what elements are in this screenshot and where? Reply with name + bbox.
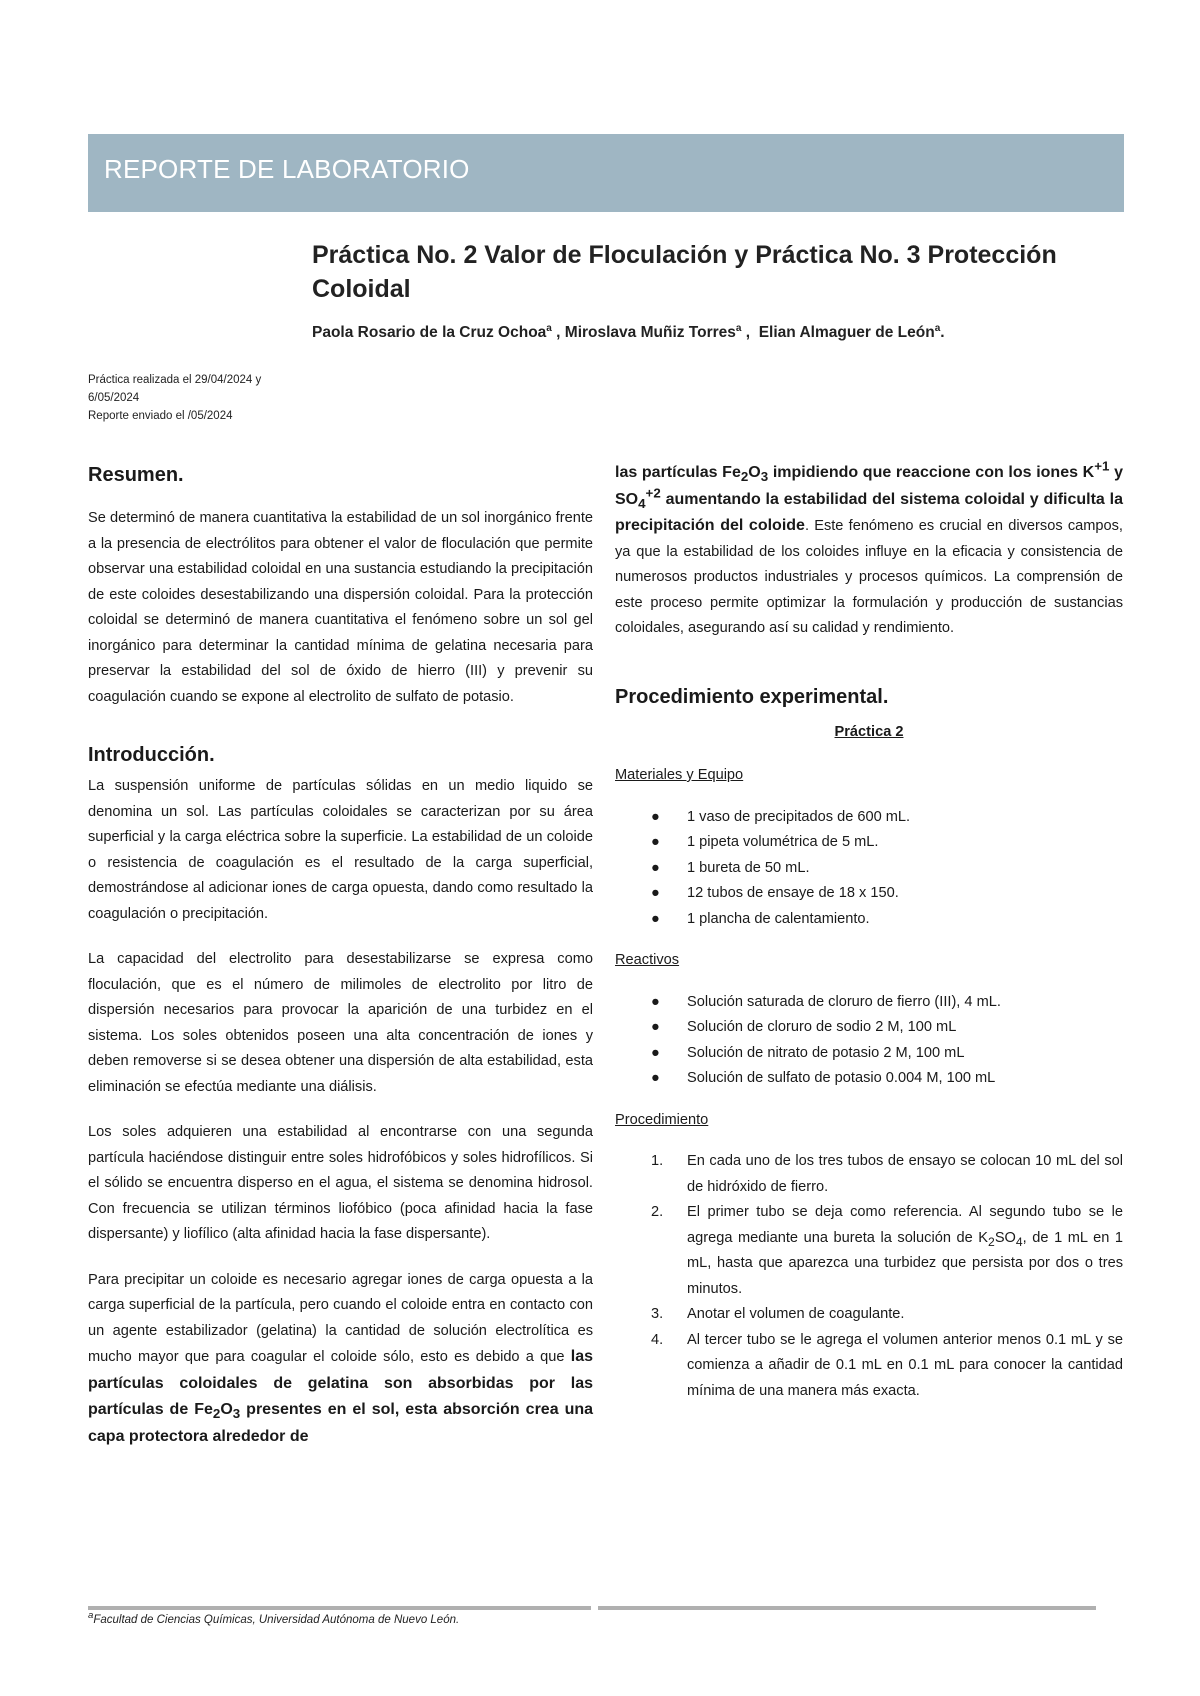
intro-paragraph-4 <box>88 1268 593 1451</box>
author-3: Elian Almaguer de León <box>758 324 935 341</box>
cont-bold-d: aumentando la estabilidad del sistema coloidal y dificulta la precipitación del coloide <box>615 490 1124 534</box>
chem-subscript: 2 <box>740 469 749 485</box>
step-text: SO <box>994 1229 1016 1246</box>
affiliation-mark: a <box>735 322 742 334</box>
chem-subscript: 2 <box>988 1234 995 1249</box>
footer-divider <box>88 1606 591 1610</box>
cont-bold-c: y SO <box>615 464 1123 508</box>
list-item <box>615 881 1123 907</box>
step-text: El primer tubo se deja como referencia. Al segundo tubo se le agrega mediante una bureta la solución de K <box>687 1204 1123 1246</box>
list-item <box>615 1041 1123 1067</box>
list-item-text: 1 plancha de calentamiento. <box>687 910 870 927</box>
intro-p4-bold-a: las partículas coloidales de gelatina son absorbidas por las partículas de Fe <box>88 1348 593 1418</box>
bullet-icon: ● <box>651 885 660 901</box>
bullet-icon: ● <box>651 859 660 876</box>
cont-rest: . Este fenómeno es crucial en diversos campos, ya que la estabilidad de los coloides influye en la eficacia y consistencia de numerosos productos industriales y procesos químicos. La comprensión de este proceso permite optimizar la formulación y producción de sustancias coloidales, asegurando así su calidad y rendimiento. <box>615 518 1123 636</box>
chem-subscript: 4 <box>1015 1234 1023 1249</box>
list-item-text: 1 vaso de precipitados de 600 mL. <box>687 808 911 825</box>
date-performed: Práctica realizada el 29/04/2024 y 6/05/2024 <box>88 374 262 404</box>
banner-title: REPORTE DE LABORATORIO <box>104 154 470 184</box>
list-item-text: Solución de sulfato de potasio 0.004 M, 100 mL <box>687 1070 996 1086</box>
resumen-text: Se determinó de manera cuantitativa la estabilidad de un sol inorgánico frente a la presencia de electrólitos para obtener el valor de floculación que permite observar una estabilidad coloidal en una sustancia estudiando la precipitación de este coloides desestabilizando una dispersión coloidal. Para la protección coloidal se determinó de manera cuantitativa el fenómeno sobre un sol gel inorgánico para determinar la cantidad mínima de gelatina necesaria para preservar la estabilidad del sol de óxido de hierro (III) y prevenir su coagulación cuando se expone al electrolito de sulfato de potasio. <box>88 510 593 705</box>
reactivos-heading: Reactivos <box>615 952 680 968</box>
bullet-icon: ● <box>651 1019 660 1035</box>
list-item-text: Solución de cloruro de sodio 2 M, 100 mL <box>687 1019 957 1035</box>
chem-subscript: 4 <box>638 495 646 511</box>
intro-paragraph-1: La suspensión uniforme de partículas sólidas en un medio liquido se denomina un sol. Las partículas coloidales se caracterizan por su área superficial y la carga eléctrica sobre la superficie. La estabilidad de un coloide o resistencia de coagulación es el resultado de la carga superficial, demostrándose al adicionar iones de carga opuesta, dando como resultado la coagulación o precipitación. <box>88 778 593 922</box>
step-text: En cada uno de los tres tubos de ensayo se colocan 10 mL del sol de hidróxido de fierro. <box>687 1153 1123 1195</box>
chem-superscript: +2 <box>645 485 661 501</box>
affiliation-mark: a <box>546 322 552 334</box>
cont-bold-a: las partículas Fe <box>615 464 741 481</box>
report-title: Práctica No. 2 Valor de Floculación y Práctica No. 3 Protección Coloidal <box>312 241 1057 303</box>
intro-p4-text: Para precipitar un coloide es necesario agregar iones de carga opuesta a la carga superficial de la partícula, pero cuando el coloide entra en contacto con un agente estabilizador (gelatina) la cantidad de solución electrolítica es mucho mayor que para coagular el coloide sólo, esto es debido a que <box>88 1271 593 1365</box>
intro-continued <box>615 460 1123 642</box>
list-item <box>615 990 1123 1016</box>
affiliation-mark: a <box>934 322 941 334</box>
intro-paragraph-2: La capacidad del electrolito para desestabilizarse se expresa como floculación, que es el número de milimoles de electrolito por litro de dispersión necesarios para provocar la aparición de una turbidez en el sistema. Los soles obtenidos poseen una alta concentración de iones y deben removerse si se desea obtener una dispersión de alta estabilidad, esta eliminación se efectúa mediante una diálisis. <box>88 951 593 1095</box>
practica-label: Práctica 2 <box>834 723 904 740</box>
chem-superscript: +1 <box>1094 458 1110 474</box>
step-number: 4. <box>651 1331 664 1348</box>
resumen-heading: Resumen. <box>88 464 184 486</box>
list-item <box>615 805 1123 831</box>
bullet-icon: ● <box>651 1044 660 1061</box>
right-column <box>615 460 1123 1404</box>
list-item-text: Solución saturada de cloruro de fierro (III), 4 mL. <box>687 993 1001 1010</box>
list-item <box>615 830 1123 856</box>
report-dates <box>88 371 308 425</box>
author-2: Miroslava Muñiz Torres <box>564 324 736 341</box>
procedure-steps <box>615 1149 1123 1404</box>
procedure-step <box>615 1328 1123 1405</box>
procedure-step <box>615 1200 1123 1302</box>
header-banner <box>88 134 1124 212</box>
list-item <box>615 1066 1123 1092</box>
author-list: Paola Rosario de la Cruz Ochoa$^a$ , Miroslava Muñiz Torres$^a$ , Elian Almaguer de León$^a$. <box>312 322 945 341</box>
procedure-step <box>615 1302 1123 1328</box>
left-column <box>88 460 593 1450</box>
procedure-step <box>615 1149 1123 1200</box>
step-number: 3. <box>651 1306 664 1322</box>
step-number: 1. <box>651 1153 664 1169</box>
list-item <box>615 907 1123 933</box>
intro-p4-bold-b: presentes en el sol, esta absorción crea una capa protectora alrededor de <box>88 1401 594 1445</box>
chem-oxygen: O <box>748 464 761 481</box>
bullet-icon: ● <box>651 1070 660 1086</box>
step-text: Al tercer tubo se le agrega el volumen anterior menos 0.1 mL y se comienza a añadir de 0.1 mL en 0.1 mL para conocer la cantidad mínima de una manera más exacta. <box>687 1331 1123 1399</box>
footnote-mark: a <box>88 1610 94 1622</box>
intro-paragraph-3: Los soles adquieren una estabilidad al encontrarse con una segunda partícula haciéndose distinguir entre soles hidrofóbicos y soles hidrofílicos. Si el sólido se encuentra disperso en el agua, el sistema se denomina hidrosol. Con frecuencia se utilizan términos liofóbico (poca afinidad hacia la fase dispersante) y liofílico (alta afinidad hacia la fase dispersante). <box>88 1124 593 1242</box>
bullet-icon: ● <box>651 834 660 850</box>
materiales-list <box>615 805 1123 933</box>
list-item-text: 1 bureta de 50 mL. <box>687 859 810 876</box>
footnote <box>88 1610 460 1626</box>
procedimiento-subheading: Procedimiento <box>615 1111 709 1128</box>
bullet-icon: ● <box>651 993 660 1010</box>
footnote-text: Facultad de Ciencias Químicas, Universidad Autónoma de Nuevo León. <box>93 1614 460 1626</box>
step-text: , de 1 mL en 1 mL, hasta que aparezca una turbidez que persista por dos o tres minutos. <box>687 1229 1123 1297</box>
author-1: Paola Rosario de la Cruz Ochoa <box>312 324 547 341</box>
chem-oxygen: O <box>220 1401 233 1418</box>
list-item <box>615 856 1123 882</box>
introduccion-heading: Introducción. <box>88 744 215 766</box>
list-item-text: 12 tubos de ensaye de 18 x 150. <box>687 885 899 901</box>
materiales-heading: Materiales y Equipo <box>615 767 744 783</box>
bullet-icon: ● <box>651 910 660 927</box>
list-item-text: 1 pipeta volumétrica de 5 mL. <box>687 834 879 850</box>
chem-subscript: 2 <box>212 1406 221 1422</box>
step-number: 2. <box>651 1204 664 1220</box>
procedimiento-heading: Procedimiento experimental. <box>615 685 889 708</box>
cont-bold-b: impidiendo que reaccione con los iones K <box>772 464 1095 481</box>
list-item-text: Solución de nitrato de potasio 2 M, 100 mL <box>687 1044 965 1061</box>
chem-subscript: 3 <box>760 469 769 485</box>
chem-subscript: 3 <box>232 1406 241 1422</box>
footer-divider <box>598 1606 1096 1610</box>
date-sent: Reporte enviado el /05/2024 <box>88 410 233 422</box>
list-item <box>615 1015 1123 1041</box>
bullet-icon: ● <box>651 808 660 825</box>
reactivos-list <box>615 990 1123 1092</box>
step-text: Anotar el volumen de coagulante. <box>687 1306 905 1322</box>
